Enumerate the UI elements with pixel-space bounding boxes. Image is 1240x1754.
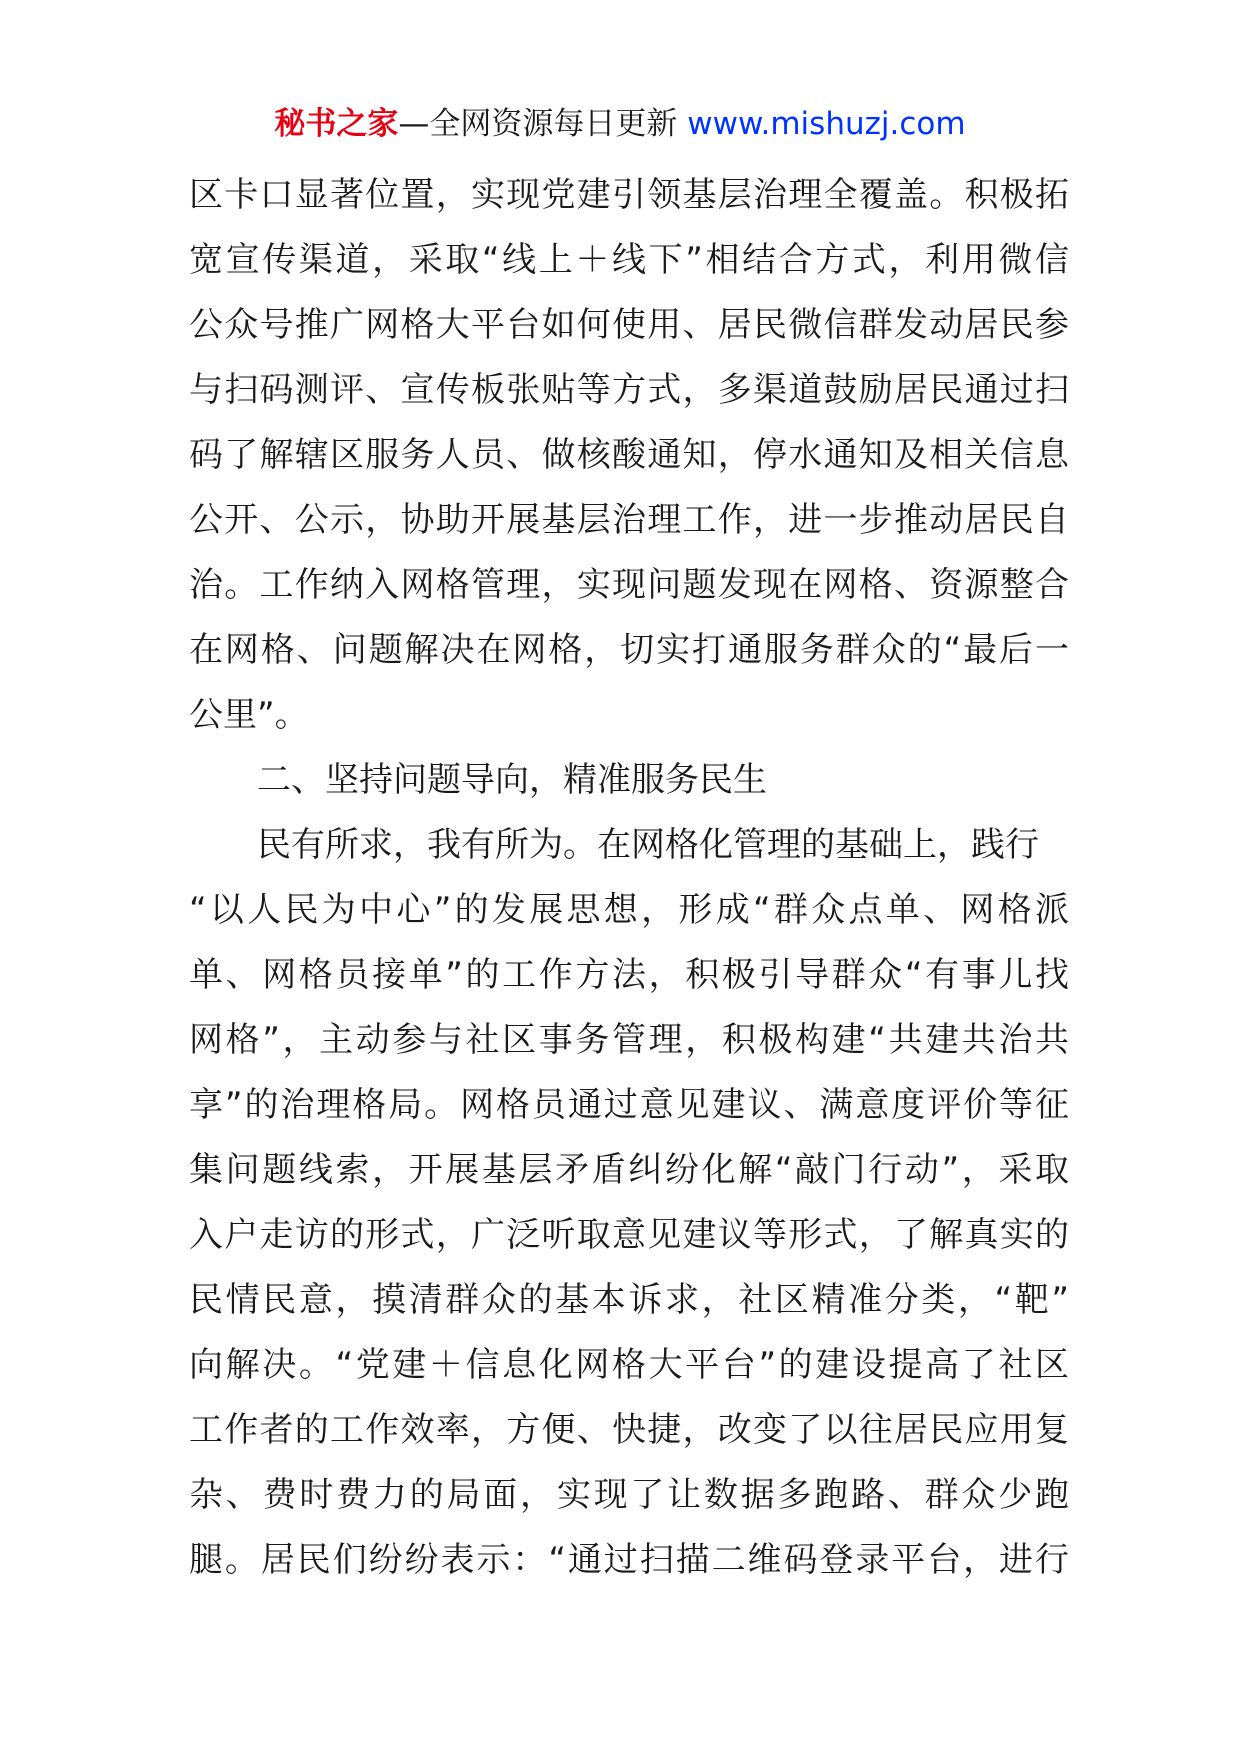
text-line: 入户走访的形式，广泛听取意见建议等形式，了解真实的 [189, 1215, 1069, 1255]
paragraph-first-line: 民有所求，我有所为。在网格化管理的基础上，践行 [257, 825, 1039, 865]
text-line: “以人民为中心”的发展思想，形成“群众点单、网格派 [189, 890, 1069, 930]
text-line: 码了解辖区服务人员、做核酸通知，停水通知及相关信息 [189, 435, 1069, 475]
site-header [0, 100, 1240, 148]
text-line: 集问题线索，开展基层矛盾纠纷化解“敲门行动”，采取 [189, 1150, 1069, 1190]
document-body [189, 163, 1069, 1593]
text-line: 工作者的工作效率，方便、快捷，改变了以往居民应用复 [189, 1410, 1069, 1450]
text-line: 民情民意，摸清群众的基本诉求，社区精准分类，“靶” [189, 1280, 1069, 1320]
text-line: 在网格、问题解决在网格，切实打通服务群众的“最后一 [189, 630, 1069, 670]
section-heading: 二、坚持问题导向，精准服务民生 [257, 760, 767, 800]
text-line: 向解决。“党建＋信息化网格大平台”的建设提高了社区 [189, 1345, 1069, 1385]
text-line: 与扫码测评、宣传板张贴等方式，多渠道鼓励居民通过扫 [189, 370, 1069, 410]
text-line: 公开、公示，协助开展基层治理工作，进一步推动居民自 [189, 500, 1069, 540]
site-tagline: —全网资源每日更新 [398, 106, 688, 142]
text-line: 享”的治理格局。网格员通过意见建议、满意度评价等征 [189, 1085, 1069, 1125]
text-line: 单、网格员接单”的工作方法，积极引导群众“有事儿找 [189, 955, 1069, 995]
text-line: 公里”。 [189, 695, 309, 735]
text-line: 杂、费时费力的局面，实现了让数据多跑路、群众少跑 [189, 1475, 1069, 1515]
site-url[interactable]: www.mishuzj.com [687, 106, 966, 142]
text-line: 腿。居民们纷纷表示：“通过扫描二维码登录平台，进行 [189, 1540, 1069, 1580]
text-line: 宽宣传渠道，采取“线上＋线下”相结合方式，利用微信 [189, 240, 1069, 280]
text-line: 治。工作纳入网格管理，实现问题发现在网格、资源整合 [189, 565, 1069, 605]
text-line: 区卡口显著位置，实现党建引领基层治理全覆盖。积极拓 [189, 175, 1069, 215]
text-line: 公众号推广网格大平台如何使用、居民微信群发动居民参 [189, 305, 1069, 345]
text-line: 网格”，主动参与社区事务管理，积极构建“共建共治共 [189, 1020, 1069, 1060]
site-brand: 秘书之家 [274, 106, 399, 142]
